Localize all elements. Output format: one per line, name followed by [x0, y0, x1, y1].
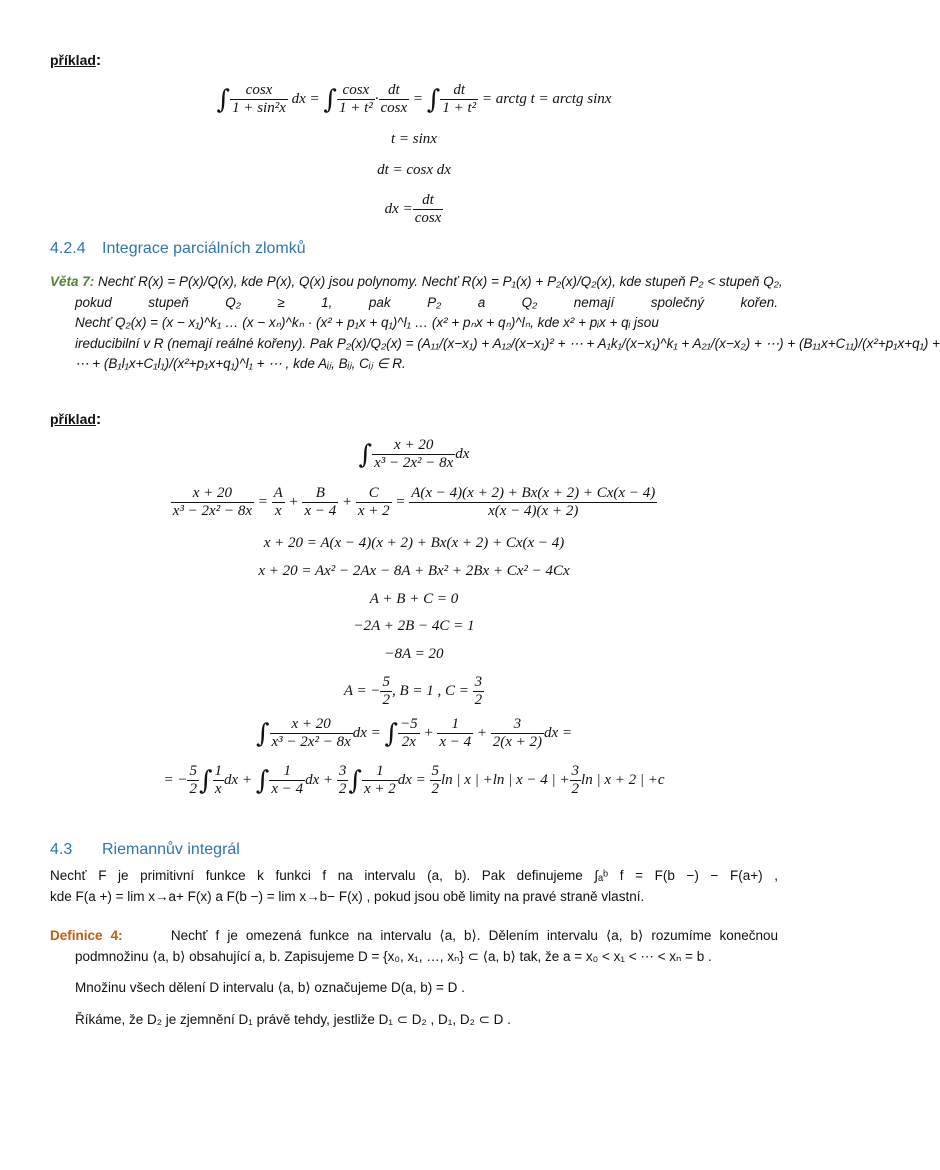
example2-partial-fractions: $\frac{x + 20}{\text{x³ − 2x² − 8x}}$ = $\frac{A}{x}$ + $\frac{B}{x - 4}$ + $\frac{C}{x + 2}$ = $\frac{A(x - 4)(x + 2) + Bx(x + 2) + Cx(x - 4)}{x(x - 4)(x + 2)}$	[172, 485, 656, 520]
section-heading-424: 4.2.4 Integrace parciálních zlomků	[50, 240, 306, 257]
example-label-2: příklad:	[50, 411, 102, 428]
example2-integral: ∫ $\frac{x + 20}{\text{x³ − 2x² − 8x}}$ dx	[358, 437, 470, 472]
example2-identity: x + 20 = A(x − 4)(x + 2) + Bx(x + 2) + Cx(x − 4)	[263, 535, 565, 551]
example1-dx: dx = $\frac{dt}{\cos x}$	[384, 192, 442, 227]
example2-result: = − $\frac{5}{2}$ ∫ $\frac{1}{x}$ dx + ∫ $\frac{1}{x - 4}$ dx + $\frac{3}{2}$ ∫ $\frac{1}{x + 2}$ dx = $\frac{5}{2}$ ln | x | +ln | x − 4 | + $\frac{3}{2}$ ln | x + 2 | +c	[163, 763, 665, 798]
example1-substitution: t = sinx	[391, 131, 437, 147]
example2-equation-3: −8A = 20	[384, 646, 444, 662]
example2-equation-1: A + B + C = 0	[369, 591, 459, 607]
example2-equation-2: −2A + 2B − 4C = 1	[353, 618, 475, 634]
example-label-1: příklad:	[50, 52, 102, 69]
theorem-label: Věta 7:	[50, 274, 95, 289]
section-heading-43: 4.3 Riemannův integrál	[50, 841, 240, 858]
definition-4: Definice 4: Nechť f je omezená funkce na intervalu ⟨a, b⟩. Dělením intervalu ⟨a, b⟩ rozumíme konečnou podmnožinu ⟨a, b⟩ obsahující a, b. Zapisujeme D = {x₀, x₁, …, xₙ} ⊂ ⟨a, b⟩ tak, že a = x₀ < x₁ < ⋯ < xₙ = b . Množinu všech dělení D intervalu ⟨a, b⟩ označujeme D(a, b) = D . Říkáme, že D₂ je zjemnění D₁ právě tehdy, jestliže D₁ ⊂ D₂ , D₁, D₂ ⊂ D .	[50, 928, 778, 1027]
riemann-definition: Nechť F je primitivní funkce k funkci f na intervalu (a, b). Pak definujeme ∫ₐᵇ f = F(b −) − F(a+) , kde F(a +) = lim x→a+ F(x) a F(b −) = lim x→b− F(x) , pokud jsou obě limity na pravé straně vlastní.	[50, 868, 778, 904]
example2-solution: A = − $\frac{5}{2}$ , B = 1 , C = $\frac{3}{2}$	[343, 674, 483, 709]
example1-differential: dt = cosx dx	[377, 162, 451, 178]
example2-decomposed-integral: ∫ $\frac{x + 20}{\text{x³ − 2x² − 8x}}$ dx = ∫ $\frac{-5}{2x}$ + $\frac{1}{x - 4}$ + $\frac{3}{2(x + 2)}$ dx =	[255, 716, 573, 751]
definition-label: Definice 4:	[50, 928, 123, 943]
example1-main-equation: ∫ $\frac{\cos x}{\text{1 + sin²x}}$ dx = ∫ $\frac{\cos x}{\text{1 + t²}}$ · $\frac{dt}{\cos x}$ = ∫ $\frac{dt}{\text{1 + t²}}$ = arctg t = arctg sinx	[216, 82, 612, 117]
example2-expanded: x + 20 = Ax² − 2Ax − 8A + Bx² + 2Bx + Cx² − 4Cx	[258, 563, 570, 579]
theorem-7: Věta 7: Nechť R(x) = P(x)/Q(x), kde P(x), Q(x) jsou polynomy. Nechť R(x) = P₁(x) + P₂(x)/Q₂(x), kde stupeň P₂ < stupeň Q₂, pokud stupeň Q₂ ≥ 1, pak P₂ a Q₂ nemají společný kořen. Nechť Q₂(x) = (x − x₁)^k₁ … (x − xₙ)^kₙ · (x² + p₁x + q₁)^l₁ … (x² + pₙx + qₙ)^lₙ, kde x² + pᵢx + qᵢ jsou ireducibilní v R (nemají reálné kořeny). Pak P₂(x)/Q₂(x) = (A₁₁/(x−x₁) + A₁₂/(x−x₁)² + ⋯ + A₁k₁/(x−x₁)^k₁ + A₂₁/(x−x₂) + ⋯) + (B₁₁x+C₁₁)/(x²+p₁x+q₁) + ⋯ + (B₁l₁x+C₁l₁)/(x²+p₁x+q₁)^l₁ + ⋯ , kde Aᵢⱼ, Bᵢⱼ, Cᵢⱼ ∈ R.	[50, 274, 940, 371]
